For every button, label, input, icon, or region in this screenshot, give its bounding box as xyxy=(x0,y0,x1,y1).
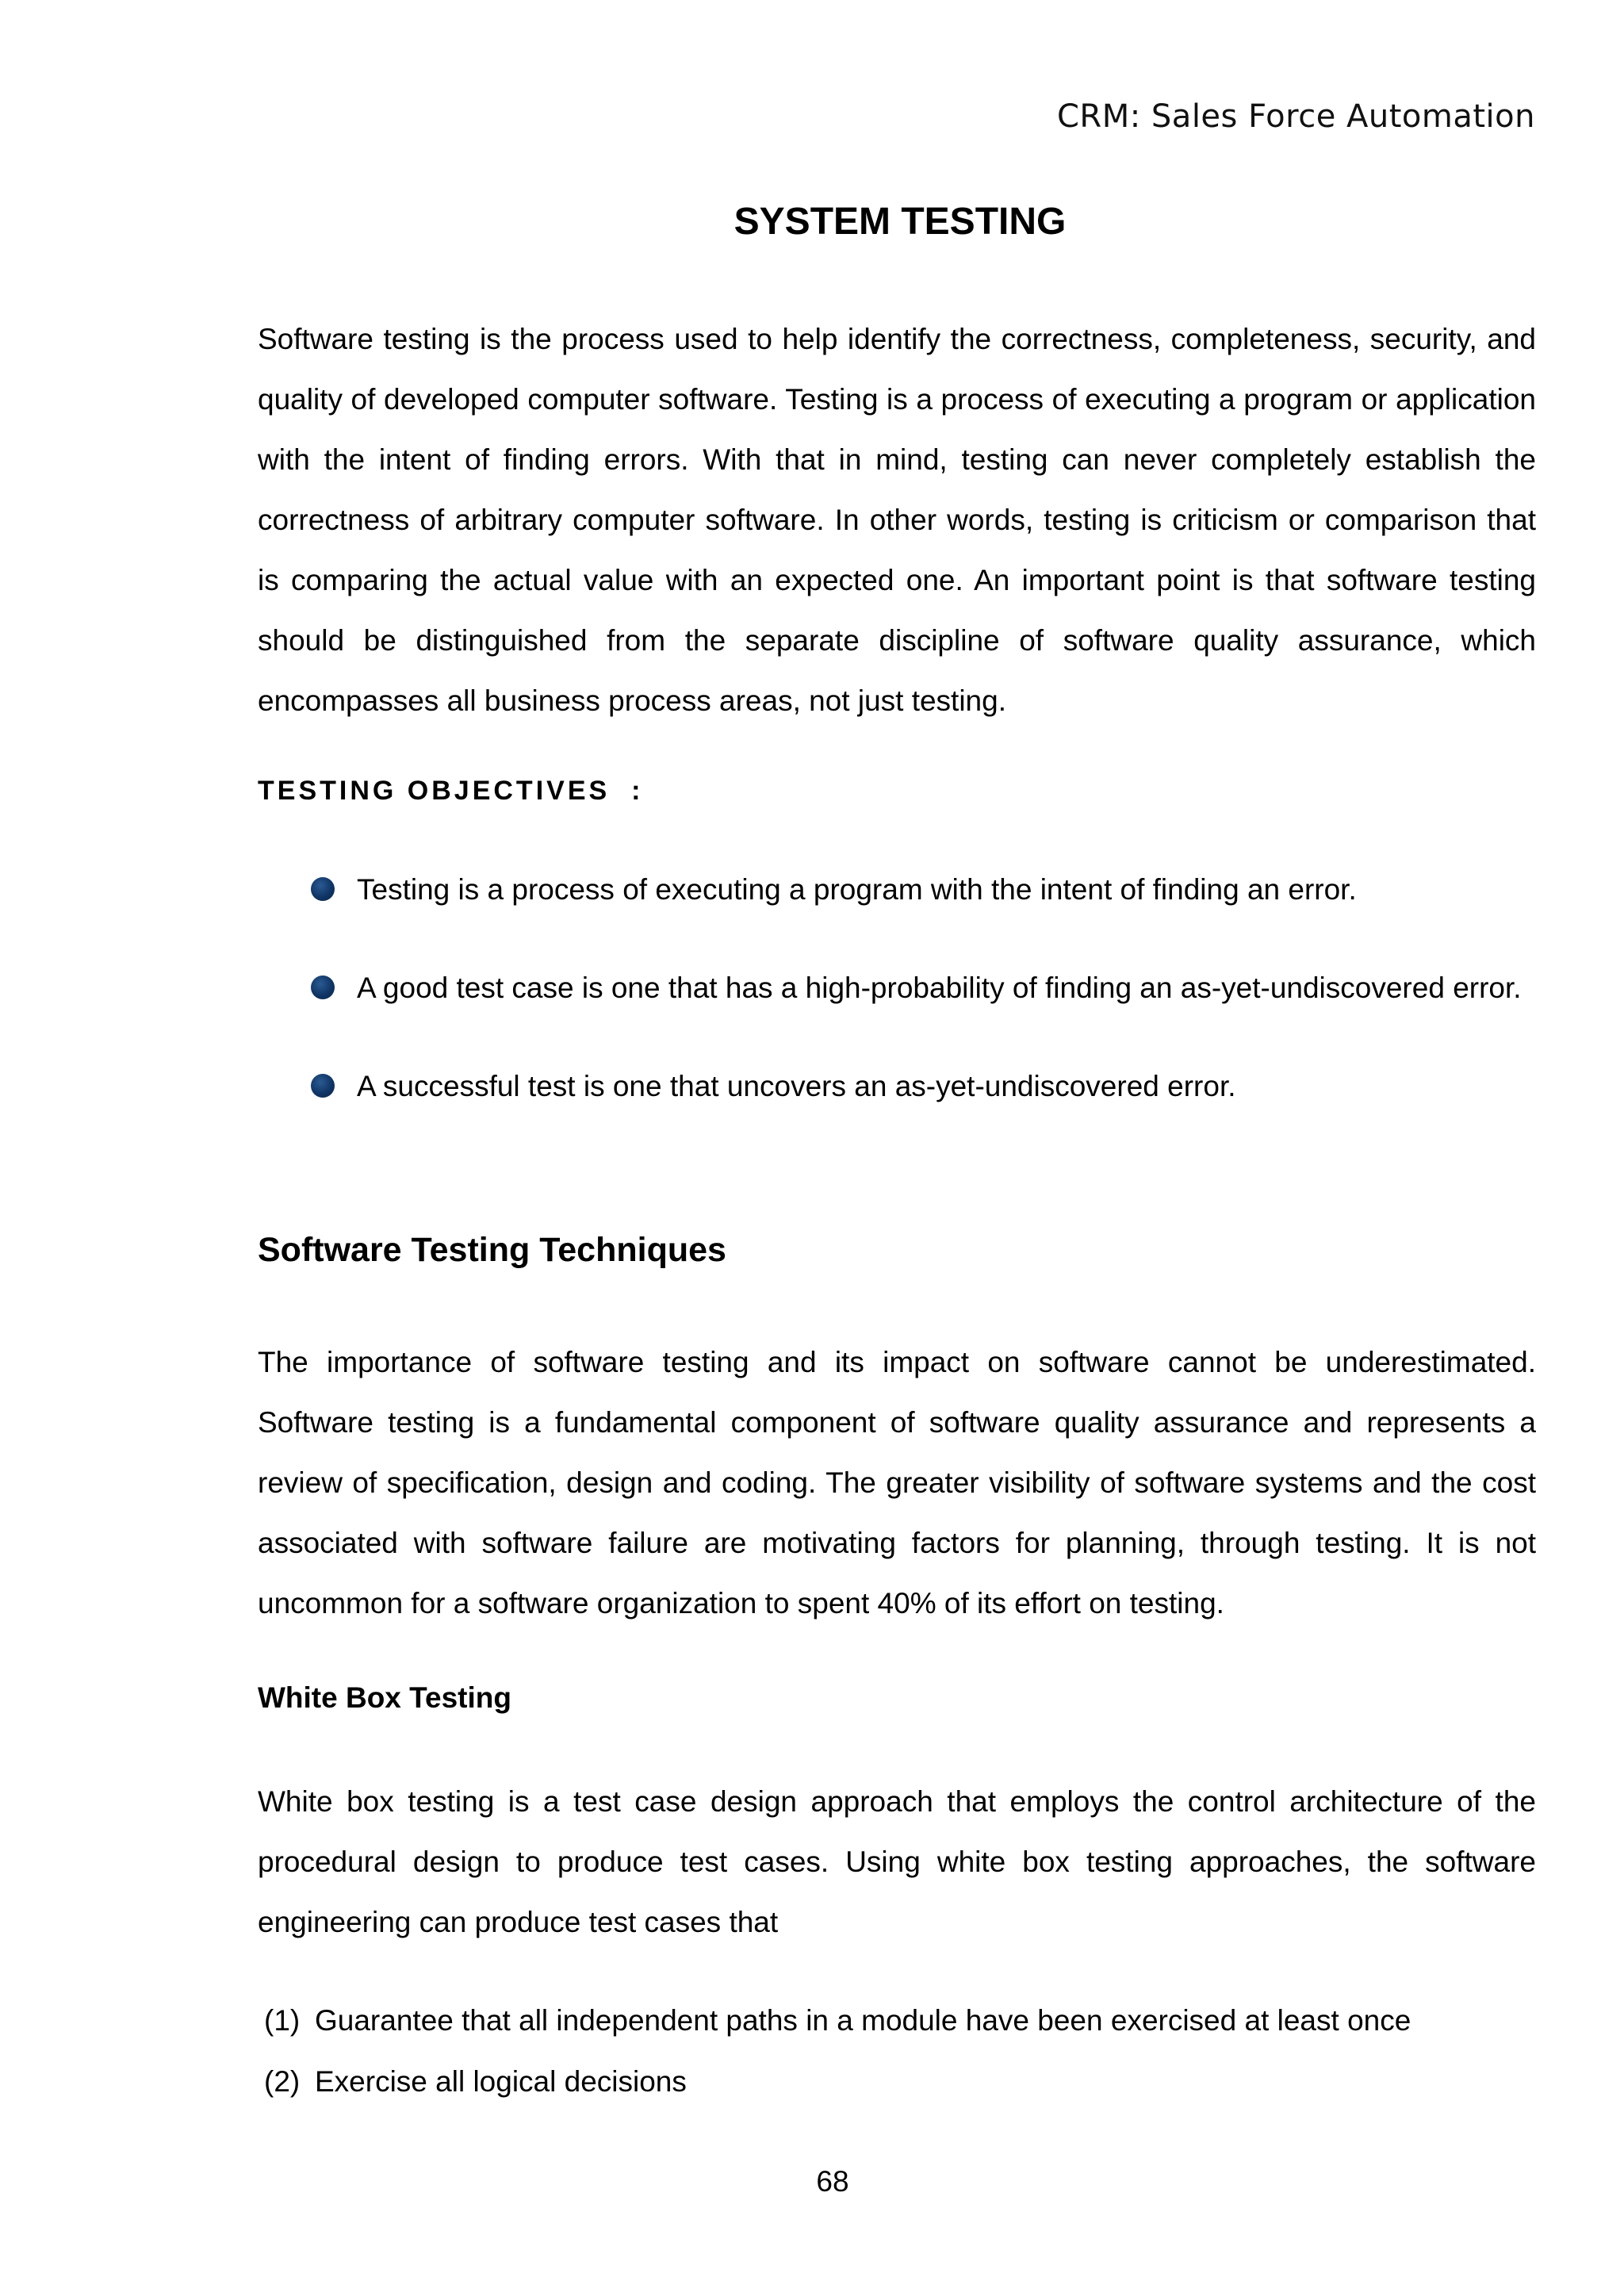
list-number: (1) xyxy=(264,2004,301,2037)
list-item-text: Exercise all logical decisions xyxy=(315,2065,687,2098)
white-box-paragraph: White box testing is a test case design approach that employs the control architecture of the procedural design to produce test cases. Using white box testing approaches, the software engineering can produce test cases that xyxy=(258,1785,1536,1938)
techniques-heading: Software Testing Techniques xyxy=(258,1231,726,1269)
page-title: SYSTEM TESTING xyxy=(733,201,1067,243)
list-item xyxy=(308,958,1536,1018)
white-box-heading-block xyxy=(258,1681,1536,1715)
list-item xyxy=(308,1056,1536,1117)
list-number: (2) xyxy=(264,2065,301,2098)
bullet-icon xyxy=(311,1074,335,1098)
objectives-heading: TESTING OBJECTIVES : xyxy=(258,776,644,806)
techniques-section xyxy=(258,1332,1536,1634)
list-item xyxy=(264,2051,1533,2112)
bullet-icon xyxy=(311,976,335,999)
list-item xyxy=(308,860,1536,920)
objective-text: A good test case is one that has a high-probability of finding an as-yet-undiscovered error. xyxy=(357,972,1522,1004)
objective-text: Testing is a process of executing a program with the intent of finding an error. xyxy=(357,873,1357,906)
white-box-heading: White Box Testing xyxy=(258,1681,511,1714)
bullet-icon xyxy=(311,877,335,901)
objective-text: A successful test is one that uncovers an as-yet-undiscovered error. xyxy=(357,1070,1236,1102)
white-box-list xyxy=(264,1990,1533,2112)
objectives-list xyxy=(308,860,1536,1117)
list-item xyxy=(264,1990,1533,2051)
techniques-paragraph: The importance of software testing and its impact on software cannot be underestimated. Software testing is a fundamental component of software quality assurance and represents a review of specification, design and coding. The greater visibility of software systems and the cost associated with software failure are motivating factors for planning, through testing. It is not uncommon for a software organization to spent 40% of its effort on testing. xyxy=(258,1346,1536,1619)
objectives-heading-block xyxy=(258,776,1536,807)
techniques-heading-block xyxy=(258,1231,1536,1270)
running-header: CRM: Sales Force Automation xyxy=(1056,98,1535,135)
list-item-text: Guarantee that all independent paths in a module have been exercised at least once xyxy=(315,2004,1411,2037)
page-number: 68 xyxy=(816,2165,849,2198)
intro-paragraph: Software testing is the process used to help identify the correctness, completeness, security, and quality of developed computer software. Testing is a process of executing a program or application with the intent of finding errors. With that in mind, testing can never completely establish the correctness of arbitrary computer software. In other words, testing is criticism or comparison that is comparing the actual value with an expected one. An important point is that software testing should be distinguished from the separate discipline of software quality assurance, which encompasses all business process areas, not just testing. xyxy=(258,323,1536,717)
intro-section xyxy=(258,309,1536,731)
white-box-section xyxy=(258,1772,1536,1953)
